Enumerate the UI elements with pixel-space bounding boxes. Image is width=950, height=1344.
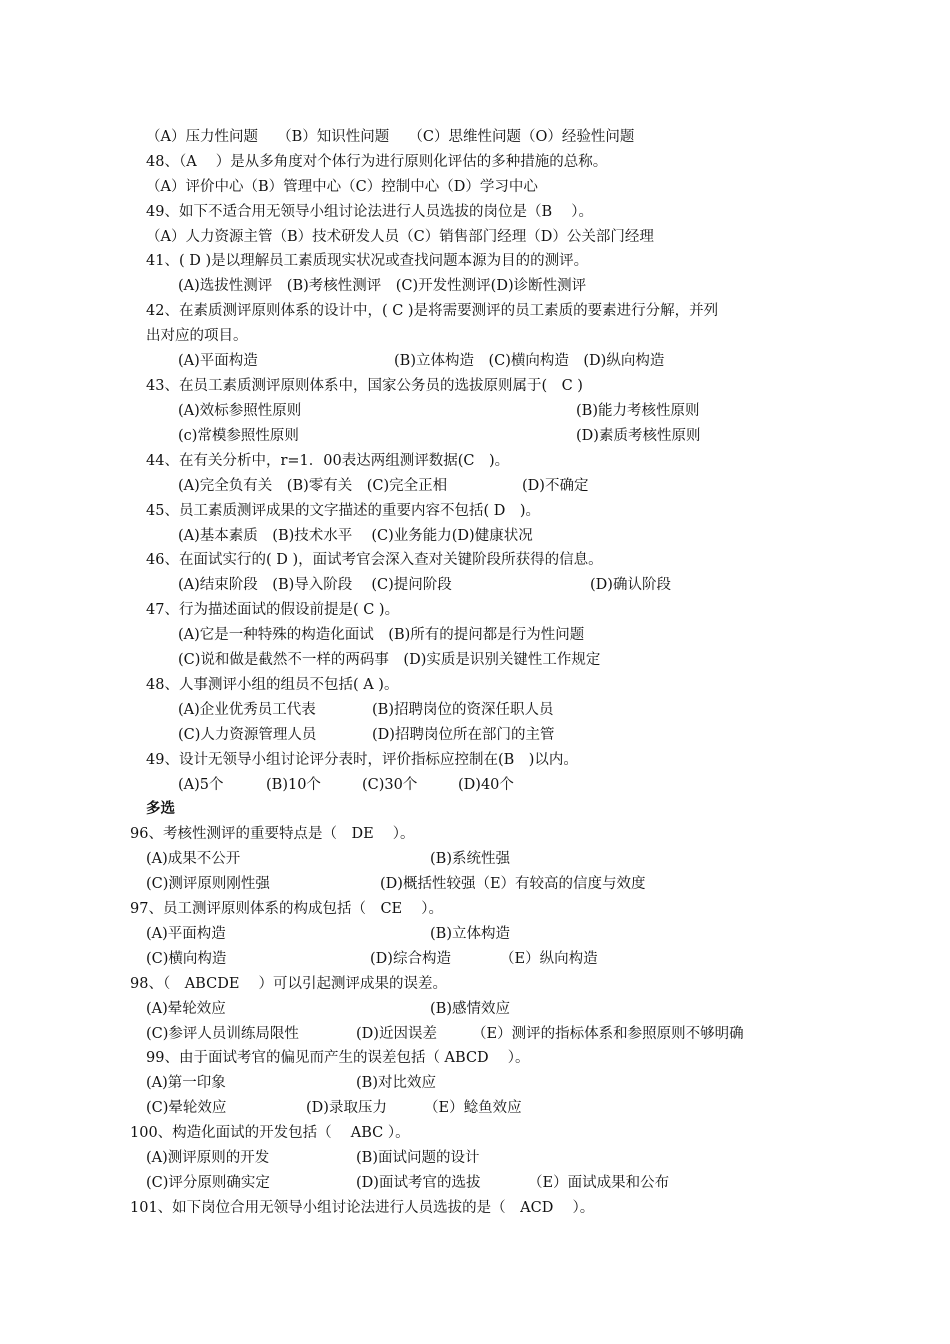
option-text: （A）压力性问题 （B）知识性问题 （C）思维性问题（O）经验性问题 [146, 129, 635, 145]
option-a: (A)效标参照性原则 [178, 403, 302, 419]
option-text: (A)它是一种特殊的构造化面试 (B)所有的提问都是行为性问题 [178, 627, 585, 643]
option-a: (A)第一印象 [146, 1075, 226, 1091]
question-text: 41、( D )是以理解员工素质现实状况或查找问题本源为目的的测评。 [146, 253, 589, 269]
option-a: (A)成果不公开 [146, 851, 241, 867]
question-text: 99、由于面试考官的偏见而产生的误差包括（ ABCD ）。 [146, 1050, 530, 1066]
option-d: (D)录取压力 [306, 1100, 387, 1116]
option-d: (D)综合构造 [370, 951, 451, 967]
option-d: (D)面试考官的选拔 [356, 1175, 481, 1191]
option-e: （E）鲶鱼效应 [424, 1100, 522, 1116]
option-d: (D)素质考核性原则 [576, 428, 701, 444]
option-b: (B)对比效应 [356, 1075, 436, 1091]
option-d: (D)招聘岗位所在部门的主管 [372, 727, 555, 743]
option-c: (c)常模参照性原则 [178, 428, 299, 444]
question-text: 48、（A ）是从多角度对个体行为进行原则化评估的多种措施的总称。 [146, 154, 608, 170]
option-a-b-c: (A)完全负有关 (B)零有关 (C)完全正相 [178, 478, 448, 494]
option-c: (C)评分原则确实定 [146, 1175, 270, 1191]
option-a: (A)5个 [178, 777, 224, 793]
option-d: (D)40个 [458, 777, 514, 793]
option-b: (B)招聘岗位的资深任职人员 [372, 702, 554, 718]
option-text: (A)选拔性测评 (B)考核性测评 (C)开发性测评(D)诊断性测评 [178, 278, 587, 294]
option-c: (C)测评原则刚性强 [146, 876, 270, 892]
question-text: 出对应的项目。 [146, 328, 248, 344]
option-a: (A)企业优秀员工代表 [178, 702, 316, 718]
option-b: (B)面试问题的设计 [356, 1150, 480, 1166]
question-text: 101、如下岗位合用无领导小组讨论法进行人员选拔的是（ ACD ）。 [130, 1200, 595, 1216]
option-e: （E）面试成果和公布 [528, 1175, 670, 1191]
option-a: (A)平面构造 [146, 926, 226, 942]
option-d: (D)近因误差 [356, 1026, 437, 1042]
option-a: (A)晕轮效应 [146, 1001, 226, 1017]
option-c: (C)晕轮效应 [146, 1100, 227, 1116]
option-b: (B)10个 [266, 777, 321, 793]
option-text: （A）人力资源主管（B）技术研发人员（C）销售部门经理（D）公关部门经理 [146, 229, 654, 245]
section-heading-text: 多选 [146, 801, 175, 817]
question-text: 44、在有关分析中，r=1．00表达两组测评数据(C )。 [146, 453, 510, 469]
question-text: 49、如下不适合用无领导小组讨论法进行人员选拔的岗位是（B ）。 [146, 204, 593, 220]
question-text: 100、构造化面试的开发包括（ ABC ）。 [130, 1125, 410, 1141]
question-text: 43、在员工素质测评原则体系中，国家公务员的选拔原则属于( C ) [146, 378, 583, 394]
question-text: 47、行为描述面试的假设前提是( C )。 [146, 602, 400, 618]
option-text: (A)基本素质 (B)技术水平 (C)业务能力(D)健康状况 [178, 528, 533, 544]
option-text: （A）评价中心（B）管理中心（C）控制中心（D）学习中心 [146, 179, 538, 195]
option-b: (B)能力考核性原则 [576, 403, 700, 419]
option-d: (D)确认阶段 [590, 577, 671, 593]
option-b: (B)系统性强 [430, 851, 510, 867]
option-e: （E）纵向构造 [500, 951, 598, 967]
option-a: (A)平面构造 [178, 353, 258, 369]
question-text: 45、员工素质测评成果的文字描述的重要内容不包括( D )。 [146, 503, 540, 519]
option-e: （E）测评的指标体系和参照原则不够明确 [472, 1026, 744, 1042]
question-text: 49、设计无领导小组讨论评分表时，评价指标应控制在(B )以内。 [146, 752, 578, 768]
option-c: (C)人力资源管理人员 [178, 727, 317, 743]
question-text: 42、在素质测评原则体系的设计中，( C )是将需要测评的员工素质的要素进行分解，并列 [146, 303, 719, 319]
option-b: (B)感情效应 [430, 1001, 510, 1017]
option-c: (C)30个 [362, 777, 418, 793]
question-text: 48、人事测评小组的组员不包括( A )。 [146, 677, 399, 693]
option-d: (D)不确定 [522, 478, 589, 494]
option-d-e: (D)概括性较强（E）有较高的信度与效度 [380, 876, 646, 892]
option-a-b-c: (A)结束阶段 (B)导入阶段 (C)提问阶段 [178, 577, 452, 593]
question-text: 46、在面试实行的( D )，面试考官会深入查对关键阶段所获得的信息。 [146, 552, 603, 568]
question-text: 98、（ ABCDE ）可以引起测评成果的误差。 [130, 976, 448, 992]
option-b-c-d: (B)立体构造 (C)横向构造 (D)纵向构造 [394, 353, 665, 369]
option-a: (A)测评原则的开发 [146, 1150, 270, 1166]
option-b: (B)立体构造 [430, 926, 510, 942]
question-text: 97、员工测评原则体系的构成包括（ CE ）。 [130, 901, 443, 917]
option-c: (C)横向构造 [146, 951, 227, 967]
question-text: 96、考核性测评的重要特点是（ DE ）。 [130, 826, 415, 842]
option-c: (C)参评人员训练局限性 [146, 1026, 299, 1042]
option-text: (C)说和做是截然不一样的两码事 (D)实质是识别关键性工作规定 [178, 652, 601, 668]
